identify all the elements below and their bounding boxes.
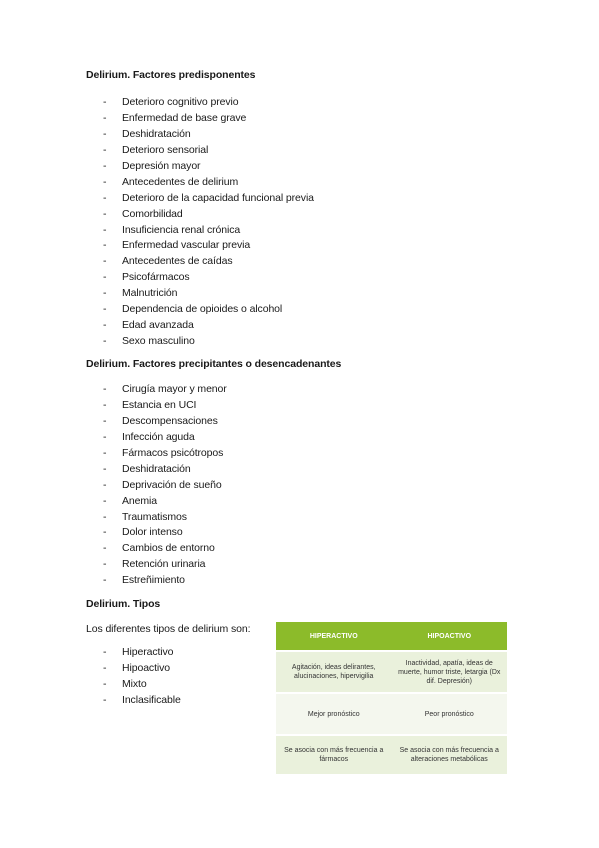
tipos-intro: Los diferentes tipos de delirium son: bbox=[86, 623, 251, 635]
table-cell: Inactividad, apatía, ideas de muerte, humor triste, letargia (Dx dif. Depresión) bbox=[392, 651, 508, 693]
document-page: Delirium. Factores predisponentes - Deterioro cognitivo previo - Enfermedad de base grave - Deshidratación - Deterioro sensorial - Depresión mayor - Antecedentes de delirium - Deterioro de la capacidad funcional previa - Comorbilidad - Insuficiencia renal crónica - Enfermedad vascular previa - Antecedentes de caídas - Psicofármacos - Malnutrición - Dependencia de opioides o alcohol - Edad avanzada - Sexo masculino Delirium. Factores precipitantes o desencadenantes - Cirugía mayor y menor - Estancia en UCI - Descompensaciones - Infección aguda - Fármacos psicótropos - Deshidratación - Deprivación de sueño - Anemia - Traumatismos - Dolor intenso - Cambios de entorno - Retención urinaria - Estreñimiento Delirium. Tipos Los diferentes tipos de delirium son: - Hiperactivo - Hipoactivo - Mixto - Inclasificable HIPERACTIVO HIPOACTIVO Agitación, ideas delirantes, alucinaciones, hipervigilia Inactividad, apatía, ideas de muerte, humor triste, letargia (Dx dif. Depresión) Mejor pronóstico Peor pronóstico Se asocia con más frecuencia a fármacos Se asocia con más frecuencia a alteraciones metabólicas bbox=[0, 0, 599, 848]
delirium-types-table bbox=[276, 622, 507, 774]
header-hipoactivo: HIPOACTIVO bbox=[392, 622, 508, 651]
table-cell: Peor pronóstico bbox=[392, 693, 508, 735]
table-row bbox=[276, 735, 507, 774]
heading-precipitantes: Delirium. Factores precipitantes o desencadenantes bbox=[86, 358, 342, 370]
table-header-row bbox=[276, 622, 507, 651]
heading-predisponentes: Delirium. Factores predisponentes bbox=[86, 69, 256, 81]
heading-tipos: Delirium. Tipos bbox=[86, 598, 161, 610]
table-cell: Mejor pronóstico bbox=[276, 693, 392, 735]
header-hiperactivo: HIPERACTIVO bbox=[276, 622, 392, 651]
table-row bbox=[276, 651, 507, 693]
table-cell: Se asocia con más frecuencia a alteraciones metabólicas bbox=[392, 735, 508, 774]
table-cell: Se asocia con más frecuencia a fármacos bbox=[276, 735, 392, 774]
table-cell: Agitación, ideas delirantes, alucinaciones, hipervigilia bbox=[276, 651, 392, 693]
table-row bbox=[276, 693, 507, 735]
